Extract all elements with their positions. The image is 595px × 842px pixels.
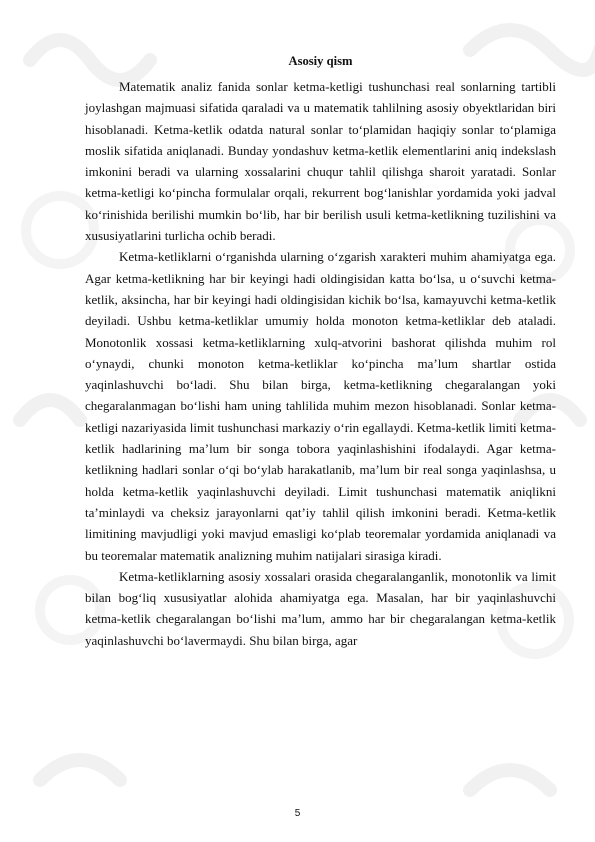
page-number: 5 [294,808,301,819]
paragraph-1: Matematik analiz fanida sonlar ketma-ketligi tushunchasi real sonlarning tartibli joylashgan majmuasi sifatida qaraladi va u matematik tahlilning asosiy obyektlaridan biri hisoblanadi. Ketma-ketlik odatda natural sonlar to‘plamidan haqiqiy sonlar to‘plamiga moslik sifatida aniqlanadi. Bunday yondashuv ketma-ketlik elementlarini aniq indekslash imkonini beradi va ularning xossalarini chuqur tahlil qilishga sharoit yaratadi. Sonlar ketma-ketligi ko‘pincha formulalar orqali, rekurrent bog‘lanishlar yordamida yoki jadval ko‘rinishida berilishi mumkin bo‘lib, har bir berilish usuli ketma-ketlikning tuzilishini va xususiyatlarini turlicha ochib beradi. [85,79,556,244]
paragraph-3: Ketma-ketliklarning asosiy xossalari orasida chegaralanganlik, monotonlik va limit bilan bog‘liq xususiyatlar alohida ahamiyatga ega. Masalan, har bir yaqinlashuvchi ketma-ketlik chegaralangan bo‘lishi ma’lum, ammo har bir chegaralangan ketma-ketlik yaqinlashuvchi bo‘lavermaydi. Shu bilan birga, agar [85,568,556,648]
page-body [85,54,556,651]
section-heading: Asosiy qism [288,54,353,68]
paragraph-2: Ketma-ketliklarni o‘rganishda ularning o‘zgarish xarakteri muhim ahamiyatga ega. Agar ketma-ketlikning har bir keyingi hadi oldingisidan katta bo‘lsa, u o‘suvchi ketma-ketlik, aksincha, har bir keyingi hadi oldingisidan kichik bo‘lsa, kamayuvchi ketma-ketlik deyiladi. Ushbu ketma-ketliklar umumiy holda monoton ketma-ketliklar deb ataladi. Monotonlik xossasi ketma-ketliklarning xulq-atvorini bashorat qilishda muhim rol o‘ynaydi, chunki monoton ketma-ketliklar ko‘pincha ma’lum shartlar ostida yaqinlashuvchi bo‘ladi. Shu bilan birga, ketma-ketlikning chegaralangan yoki chegaralanmagan bo‘lishi ham uning tahlilida muhim mezon hisoblanadi. Sonlar ketma-ketligi nazariyasida limit tushunchasi markaziy o‘rin egallaydi. Ketma-ketlik limiti ketma-ketlik hadlarining ma’lum bir songa tobora yaqinlashishini ifodalaydi. Agar ketma-ketlikning hadlari sonlar o‘qi bo‘ylab harakatlanib, ma’lum bir real songa yaqinlashsa, u holda ketma-ketlik yaqinlashuvchi deyiladi. Limit tushunchasi matematik aniqlikni ta’minlaydi va cheksiz jarayonlarni qat’iy tahlil qilish imkonini beradi. Ketma-ketlik limitining mavjudligi yoki mavjud emasligi ko‘plab teoremalar yordamida aniqlanadi va bu teoremalar matematik analizning muhim natijalari sirasiga kiradi. [85,249,556,563]
